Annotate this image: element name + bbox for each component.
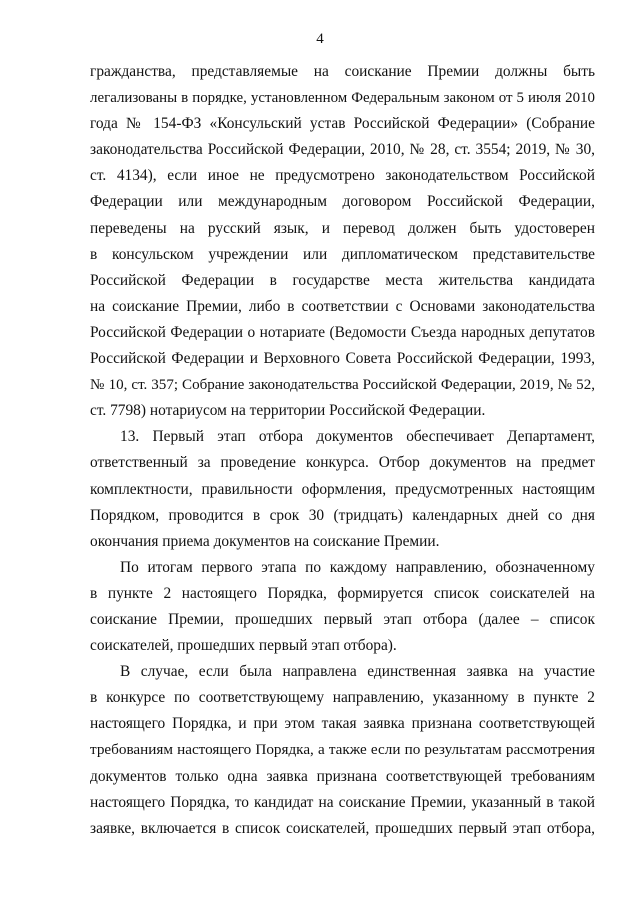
text-line: соискателей, прошедших первый этап отбора). xyxy=(90,637,397,655)
text-line: В случае, если была направлена единственная заявка на участие xyxy=(120,663,595,681)
text-line: документов только одна заявка признана соответствующей требованиям xyxy=(90,767,595,785)
text-line: Федерации или международным договором Российской Федерации, xyxy=(90,193,595,211)
text-line: легализованы в порядке, установленном Федеральным законом от 5 июля 2010 xyxy=(90,90,595,107)
text-line: законодательства Российской Федерации, 2010, № 28, ст. 3554; 2019, № 30, xyxy=(90,141,595,159)
text-line: заявке, включается в список соискателей, прошедших первый этап отбора, xyxy=(90,819,595,837)
text-line: настоящего Порядка, и при этом такая заявка признана соответствующей xyxy=(90,715,595,733)
paragraph-13-first-stage xyxy=(90,424,595,554)
document-body xyxy=(90,59,595,842)
text-line: По итогам первого этапа по каждому направлению, обозначенному xyxy=(120,558,595,576)
text-line: Российской Федерации о нотариате (Ведомости Съезда народных депутатов xyxy=(90,323,595,341)
paragraph-single-application xyxy=(90,659,595,842)
text-line: окончания приема документов на соискание Премии. xyxy=(90,532,440,550)
text-line: в пункте 2 настоящего Порядка, формируется список соискателей на xyxy=(90,584,595,602)
text-line: в консульском учреждении или дипломатическом представительстве xyxy=(90,245,595,263)
text-line: Российской Федерации в государстве места жительства кандидата xyxy=(90,271,595,289)
text-line: настоящего Порядка, то кандидат на соискание Премии, указанный в такой xyxy=(90,793,595,811)
text-line: соискание Премии, прошедших первый этап отбора (далее – список xyxy=(90,610,595,628)
page-number: 4 xyxy=(316,31,324,47)
text-line: № 10, ст. 357; Собрание законодательства Российской Федерации, 2019, № 52, xyxy=(90,377,595,394)
text-line: ст. 4134), если иное не предусмотрено законодательством Российской xyxy=(90,167,595,185)
text-line: ответственный за проведение конкурса. Отбор документов на предмет xyxy=(90,454,595,472)
text-line: на соискание Премии, либо в соответствии с Основами законодательства xyxy=(90,297,595,315)
paragraph-first-stage-results xyxy=(90,555,595,659)
text-line: 13. Первый этап отбора документов обеспечивает Департамент, xyxy=(120,428,595,446)
text-line: Порядком, проводится в срок 30 (тридцать) календарных дней со дня xyxy=(90,506,595,524)
text-line: ст. 7798) нотариусом на территории Российской Федерации. xyxy=(90,402,486,420)
text-line: Российской Федерации и Верховного Совета Российской Федерации, 1993, xyxy=(90,350,595,368)
text-line: гражданства, представляемые на соискание Премии должны быть xyxy=(90,63,595,80)
text-line: в конкурсе по соответствующему направлению, указанному в пункте 2 xyxy=(90,689,595,707)
text-line: переведены на русский язык, и перевод должен быть удостоверен xyxy=(90,219,595,237)
text-line: комплектности, правильности оформления, предусмотренных настоящим xyxy=(90,480,595,498)
paragraph-legalization xyxy=(90,59,595,424)
text-line: года № 154-ФЗ «Консульский устав Российской Федерации» (Собрание xyxy=(90,115,595,133)
text-line: требованиям настоящего Порядка, а также если по результатам рассмотрения xyxy=(90,741,595,759)
